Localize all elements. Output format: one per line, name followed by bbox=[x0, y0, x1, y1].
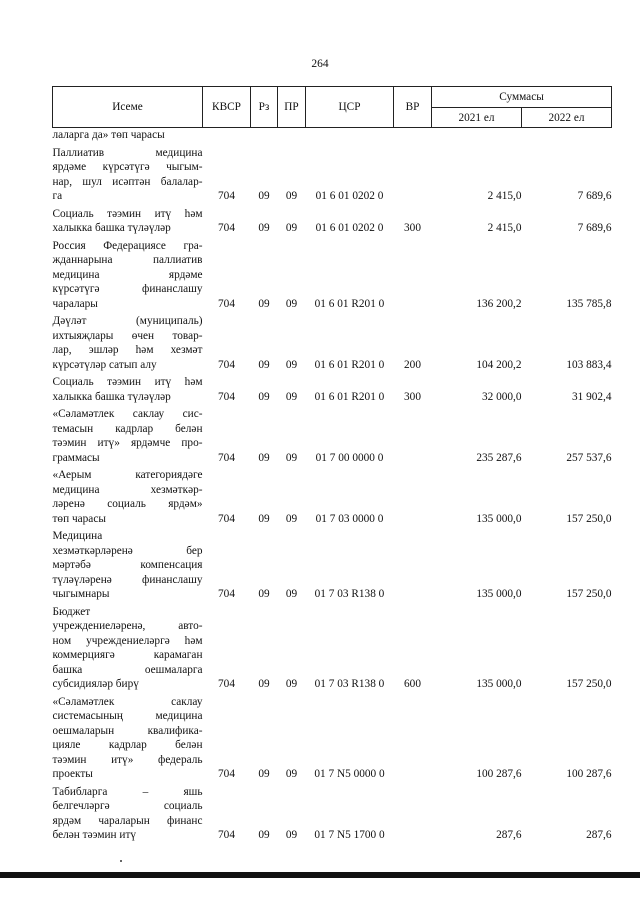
cell-2022: 103 883,4 bbox=[566, 358, 612, 371]
row-name-line: Медицина bbox=[52, 530, 103, 542]
table-row bbox=[53, 465, 612, 526]
cell-2022: 257 537,6 bbox=[566, 451, 612, 464]
cell-2021 bbox=[432, 128, 522, 143]
table-header bbox=[53, 87, 612, 128]
row-name-line: граммасы bbox=[52, 451, 100, 464]
cell-2021: 2 415,0 bbox=[487, 222, 522, 234]
cell-csr: 01 6 01 R201 0 bbox=[314, 297, 385, 310]
cell-vr bbox=[394, 404, 432, 465]
row-name-line: халыкка башка түләүләр bbox=[52, 390, 171, 403]
row-name-line: Дәүләт (муниципаль) bbox=[52, 315, 203, 327]
cell-vr bbox=[394, 128, 432, 143]
cell-2022 bbox=[522, 128, 612, 143]
col-header-pr: ПР bbox=[278, 87, 306, 128]
cell-2021: 32 000,0 bbox=[481, 390, 522, 403]
cell-pr: 09 bbox=[285, 451, 298, 464]
cell-vr bbox=[394, 143, 432, 204]
row-name bbox=[53, 143, 203, 204]
row-name bbox=[53, 602, 203, 692]
row-name bbox=[53, 404, 203, 465]
row-name-line: «Сәламәтлек саклау сис- bbox=[52, 408, 203, 420]
cell-csr bbox=[306, 128, 394, 143]
table-row bbox=[53, 692, 612, 782]
cell-vr: 600 bbox=[404, 678, 421, 690]
cell-vr: 200 bbox=[404, 358, 421, 371]
col-header-sums: Суммасы bbox=[432, 87, 612, 108]
cell-kvsr: 704 bbox=[218, 222, 235, 234]
row-name bbox=[53, 128, 203, 143]
cell-2021: 135 000,0 bbox=[476, 678, 522, 690]
row-name-line: ном учреждениеләргә һәм bbox=[52, 634, 203, 647]
row-name-line: белгечләргә социаль bbox=[52, 800, 203, 812]
row-name-line: Социаль тәэмин итү һәм bbox=[52, 207, 203, 220]
row-name bbox=[53, 782, 203, 843]
row-name-line: ярдәм чараларын финанс bbox=[52, 814, 203, 827]
cell-csr: 01 6 01 0202 0 bbox=[315, 190, 384, 202]
cell-2022: 7 689,6 bbox=[577, 190, 612, 202]
cell-2022: 135 785,8 bbox=[566, 297, 612, 310]
row-name bbox=[53, 465, 203, 526]
row-name-line: тәэмин итү» ярдәмче про- bbox=[52, 437, 203, 449]
cell-csr: 01 7 N5 0000 0 bbox=[314, 768, 385, 780]
row-name bbox=[53, 311, 203, 372]
row-name bbox=[53, 526, 203, 602]
table-row bbox=[53, 602, 612, 692]
row-name-line: Паллиатив медицина bbox=[52, 146, 203, 159]
col-header-name: Исеме bbox=[53, 87, 203, 128]
cell-vr bbox=[394, 692, 432, 782]
cell-vr bbox=[394, 526, 432, 602]
col-header-kvsr: КВСР bbox=[203, 87, 251, 128]
cell-csr: 01 6 01 0202 0 bbox=[315, 222, 384, 234]
cell-pr: 09 bbox=[285, 390, 298, 403]
cell-kvsr: 704 bbox=[218, 358, 235, 371]
cell-vr: 300 bbox=[404, 222, 421, 234]
row-name-line: ихтыяҗлары өчен товар- bbox=[52, 329, 203, 342]
col-header-2021: 2021 ел bbox=[432, 108, 522, 128]
cell-2022: 157 250,0 bbox=[566, 512, 612, 525]
table-row bbox=[53, 128, 612, 143]
cell-2021: 287,6 bbox=[496, 829, 522, 841]
row-name-line: медицина хезмәткәр- bbox=[52, 483, 203, 496]
table-row bbox=[53, 204, 612, 236]
row-name-line: ләренә социаль ярдәм» bbox=[52, 498, 203, 510]
cell-rz: 09 bbox=[258, 512, 270, 525]
cell-pr: 09 bbox=[285, 588, 298, 600]
cell-csr: 01 7 03 R138 0 bbox=[314, 588, 385, 600]
cell-2021: 135 000,0 bbox=[476, 588, 522, 600]
cell-2022: 287,6 bbox=[586, 829, 612, 841]
scan-speck bbox=[120, 860, 122, 862]
cell-2022: 7 689,6 bbox=[577, 222, 612, 234]
cell-rz: 09 bbox=[258, 588, 270, 600]
cell-2022: 157 250,0 bbox=[566, 588, 612, 600]
row-name-line: системасының медицина bbox=[52, 710, 203, 722]
table-row bbox=[53, 143, 612, 204]
cell-pr: 09 bbox=[285, 678, 298, 690]
cell-pr: 09 bbox=[285, 768, 298, 780]
row-name-line: медицина ярдәме bbox=[52, 268, 203, 281]
row-name-line: чыгымнары bbox=[52, 588, 110, 600]
row-name bbox=[53, 236, 203, 312]
cell-rz: 09 bbox=[258, 358, 270, 371]
cell-csr: 01 7 03 R138 0 bbox=[314, 678, 385, 690]
col-header-vr: ВР bbox=[394, 87, 432, 128]
table-body bbox=[53, 128, 612, 843]
cell-rz: 09 bbox=[258, 451, 270, 464]
row-name-line: башка оешмаларга bbox=[52, 663, 203, 676]
cell-2022: 157 250,0 bbox=[566, 678, 612, 690]
cell-rz bbox=[251, 128, 278, 143]
row-name-line: халыкка башка түләүләр bbox=[52, 222, 171, 234]
cell-csr: 01 6 01 R201 0 bbox=[314, 390, 385, 403]
row-name bbox=[53, 372, 203, 404]
cell-2021: 100 287,6 bbox=[476, 768, 522, 780]
scan-edge-bar bbox=[0, 872, 640, 878]
cell-vr bbox=[394, 782, 432, 843]
row-name-line: субсидияләр бирү bbox=[52, 678, 139, 690]
cell-2022: 31 902,4 bbox=[571, 390, 612, 403]
cell-pr: 09 bbox=[285, 297, 298, 310]
cell-kvsr bbox=[203, 128, 251, 143]
cell-2021: 135 000,0 bbox=[476, 512, 522, 525]
col-header-2022: 2022 ел bbox=[522, 108, 612, 128]
row-name-line: Бюджет bbox=[52, 605, 91, 618]
row-name-line: Социаль тәэмин итү һәм bbox=[52, 376, 203, 388]
cell-csr: 01 7 N5 1700 0 bbox=[314, 829, 385, 841]
row-name-line: төп чарасы bbox=[52, 512, 106, 525]
table-row bbox=[53, 404, 612, 465]
cell-kvsr: 704 bbox=[218, 588, 235, 600]
table-row bbox=[53, 782, 612, 843]
cell-rz: 09 bbox=[258, 678, 270, 690]
row-name-line: белән тәэмин итү bbox=[52, 829, 137, 841]
row-name-line: күрсәтүгә финанслашу bbox=[52, 283, 203, 295]
row-name bbox=[53, 692, 203, 782]
cell-vr: 300 bbox=[404, 390, 421, 403]
cell-rz: 09 bbox=[258, 190, 270, 202]
row-name-line: ярдәме күрсәтүгә чыгым- bbox=[52, 161, 203, 173]
cell-csr: 01 7 03 0000 0 bbox=[315, 512, 384, 525]
cell-2021: 136 200,2 bbox=[476, 297, 522, 310]
cell-kvsr: 704 bbox=[218, 390, 235, 403]
row-name bbox=[53, 204, 203, 236]
row-name-line: цияле кадрлар белән bbox=[52, 739, 203, 751]
row-name-line: мәртәбә компенсация bbox=[52, 559, 203, 571]
cell-vr bbox=[394, 465, 432, 526]
row-name-line: га bbox=[52, 190, 63, 202]
row-name-line: Россия Федерациясе гра- bbox=[52, 239, 203, 252]
cell-csr: 01 6 01 R201 0 bbox=[314, 358, 385, 371]
cell-rz: 09 bbox=[258, 297, 270, 310]
budget-table bbox=[52, 86, 612, 843]
row-name-line: тәэмин итү» федераль bbox=[52, 753, 203, 766]
row-name-line: жданнарына паллиатив bbox=[52, 254, 203, 266]
cell-2022: 100 287,6 bbox=[566, 768, 612, 780]
table-row bbox=[53, 526, 612, 602]
cell-pr: 09 bbox=[285, 190, 298, 202]
row-name-line: «Сәламәтлек саклау bbox=[52, 695, 203, 708]
cell-pr: 09 bbox=[285, 358, 298, 371]
row-name-line: «Аерым категориядәге bbox=[52, 469, 203, 481]
cell-rz: 09 bbox=[258, 829, 270, 841]
cell-2021: 235 287,6 bbox=[476, 451, 522, 464]
cell-rz: 09 bbox=[258, 768, 270, 780]
row-name-line: проекты bbox=[52, 768, 93, 780]
row-name-line: күрсәтүләр сатып алу bbox=[52, 358, 157, 371]
page-number: 264 bbox=[311, 58, 329, 70]
cell-pr: 09 bbox=[285, 222, 298, 234]
cell-2021: 2 415,0 bbox=[487, 190, 522, 202]
cell-kvsr: 704 bbox=[218, 829, 235, 841]
cell-kvsr: 704 bbox=[218, 190, 235, 202]
cell-kvsr: 704 bbox=[218, 678, 235, 690]
cell-2021: 104 200,2 bbox=[476, 358, 522, 371]
cell-kvsr: 704 bbox=[218, 297, 235, 310]
row-name-line: чаралары bbox=[52, 297, 98, 310]
table-row bbox=[53, 372, 612, 404]
table-row bbox=[53, 236, 612, 312]
row-name-line: нар, шул исәптән балалар- bbox=[52, 175, 203, 188]
row-name-line: түләүләренә финанслашу bbox=[52, 573, 203, 586]
cell-kvsr: 704 bbox=[218, 512, 235, 525]
cell-rz: 09 bbox=[258, 222, 270, 234]
cell-kvsr: 704 bbox=[218, 451, 235, 464]
row-name-line: лар, эшләр һәм хезмәт bbox=[52, 344, 203, 356]
row-name-line: темасын кадрлар белән bbox=[52, 422, 203, 435]
table-row bbox=[53, 311, 612, 372]
col-header-csr: ЦСР bbox=[306, 87, 394, 128]
row-name-line: коммерциягә карамаган bbox=[52, 649, 203, 661]
row-name-line: лаларга да» төп чарасы bbox=[52, 129, 165, 141]
row-name-line: оешмаларын квалифика- bbox=[52, 724, 203, 737]
cell-kvsr: 704 bbox=[218, 768, 235, 780]
row-name-line: учреждениеләренә, авто- bbox=[52, 620, 203, 632]
cell-rz: 09 bbox=[258, 390, 270, 403]
cell-pr: 09 bbox=[285, 829, 298, 841]
col-header-rz: Рз bbox=[251, 87, 278, 128]
row-name-line: хезмәткәрләренә бер bbox=[52, 544, 203, 557]
cell-vr bbox=[394, 236, 432, 312]
row-name-line: Табибларга – яшь bbox=[52, 785, 203, 798]
cell-pr bbox=[278, 128, 306, 143]
cell-csr: 01 7 00 0000 0 bbox=[315, 451, 384, 464]
cell-pr: 09 bbox=[285, 512, 298, 525]
